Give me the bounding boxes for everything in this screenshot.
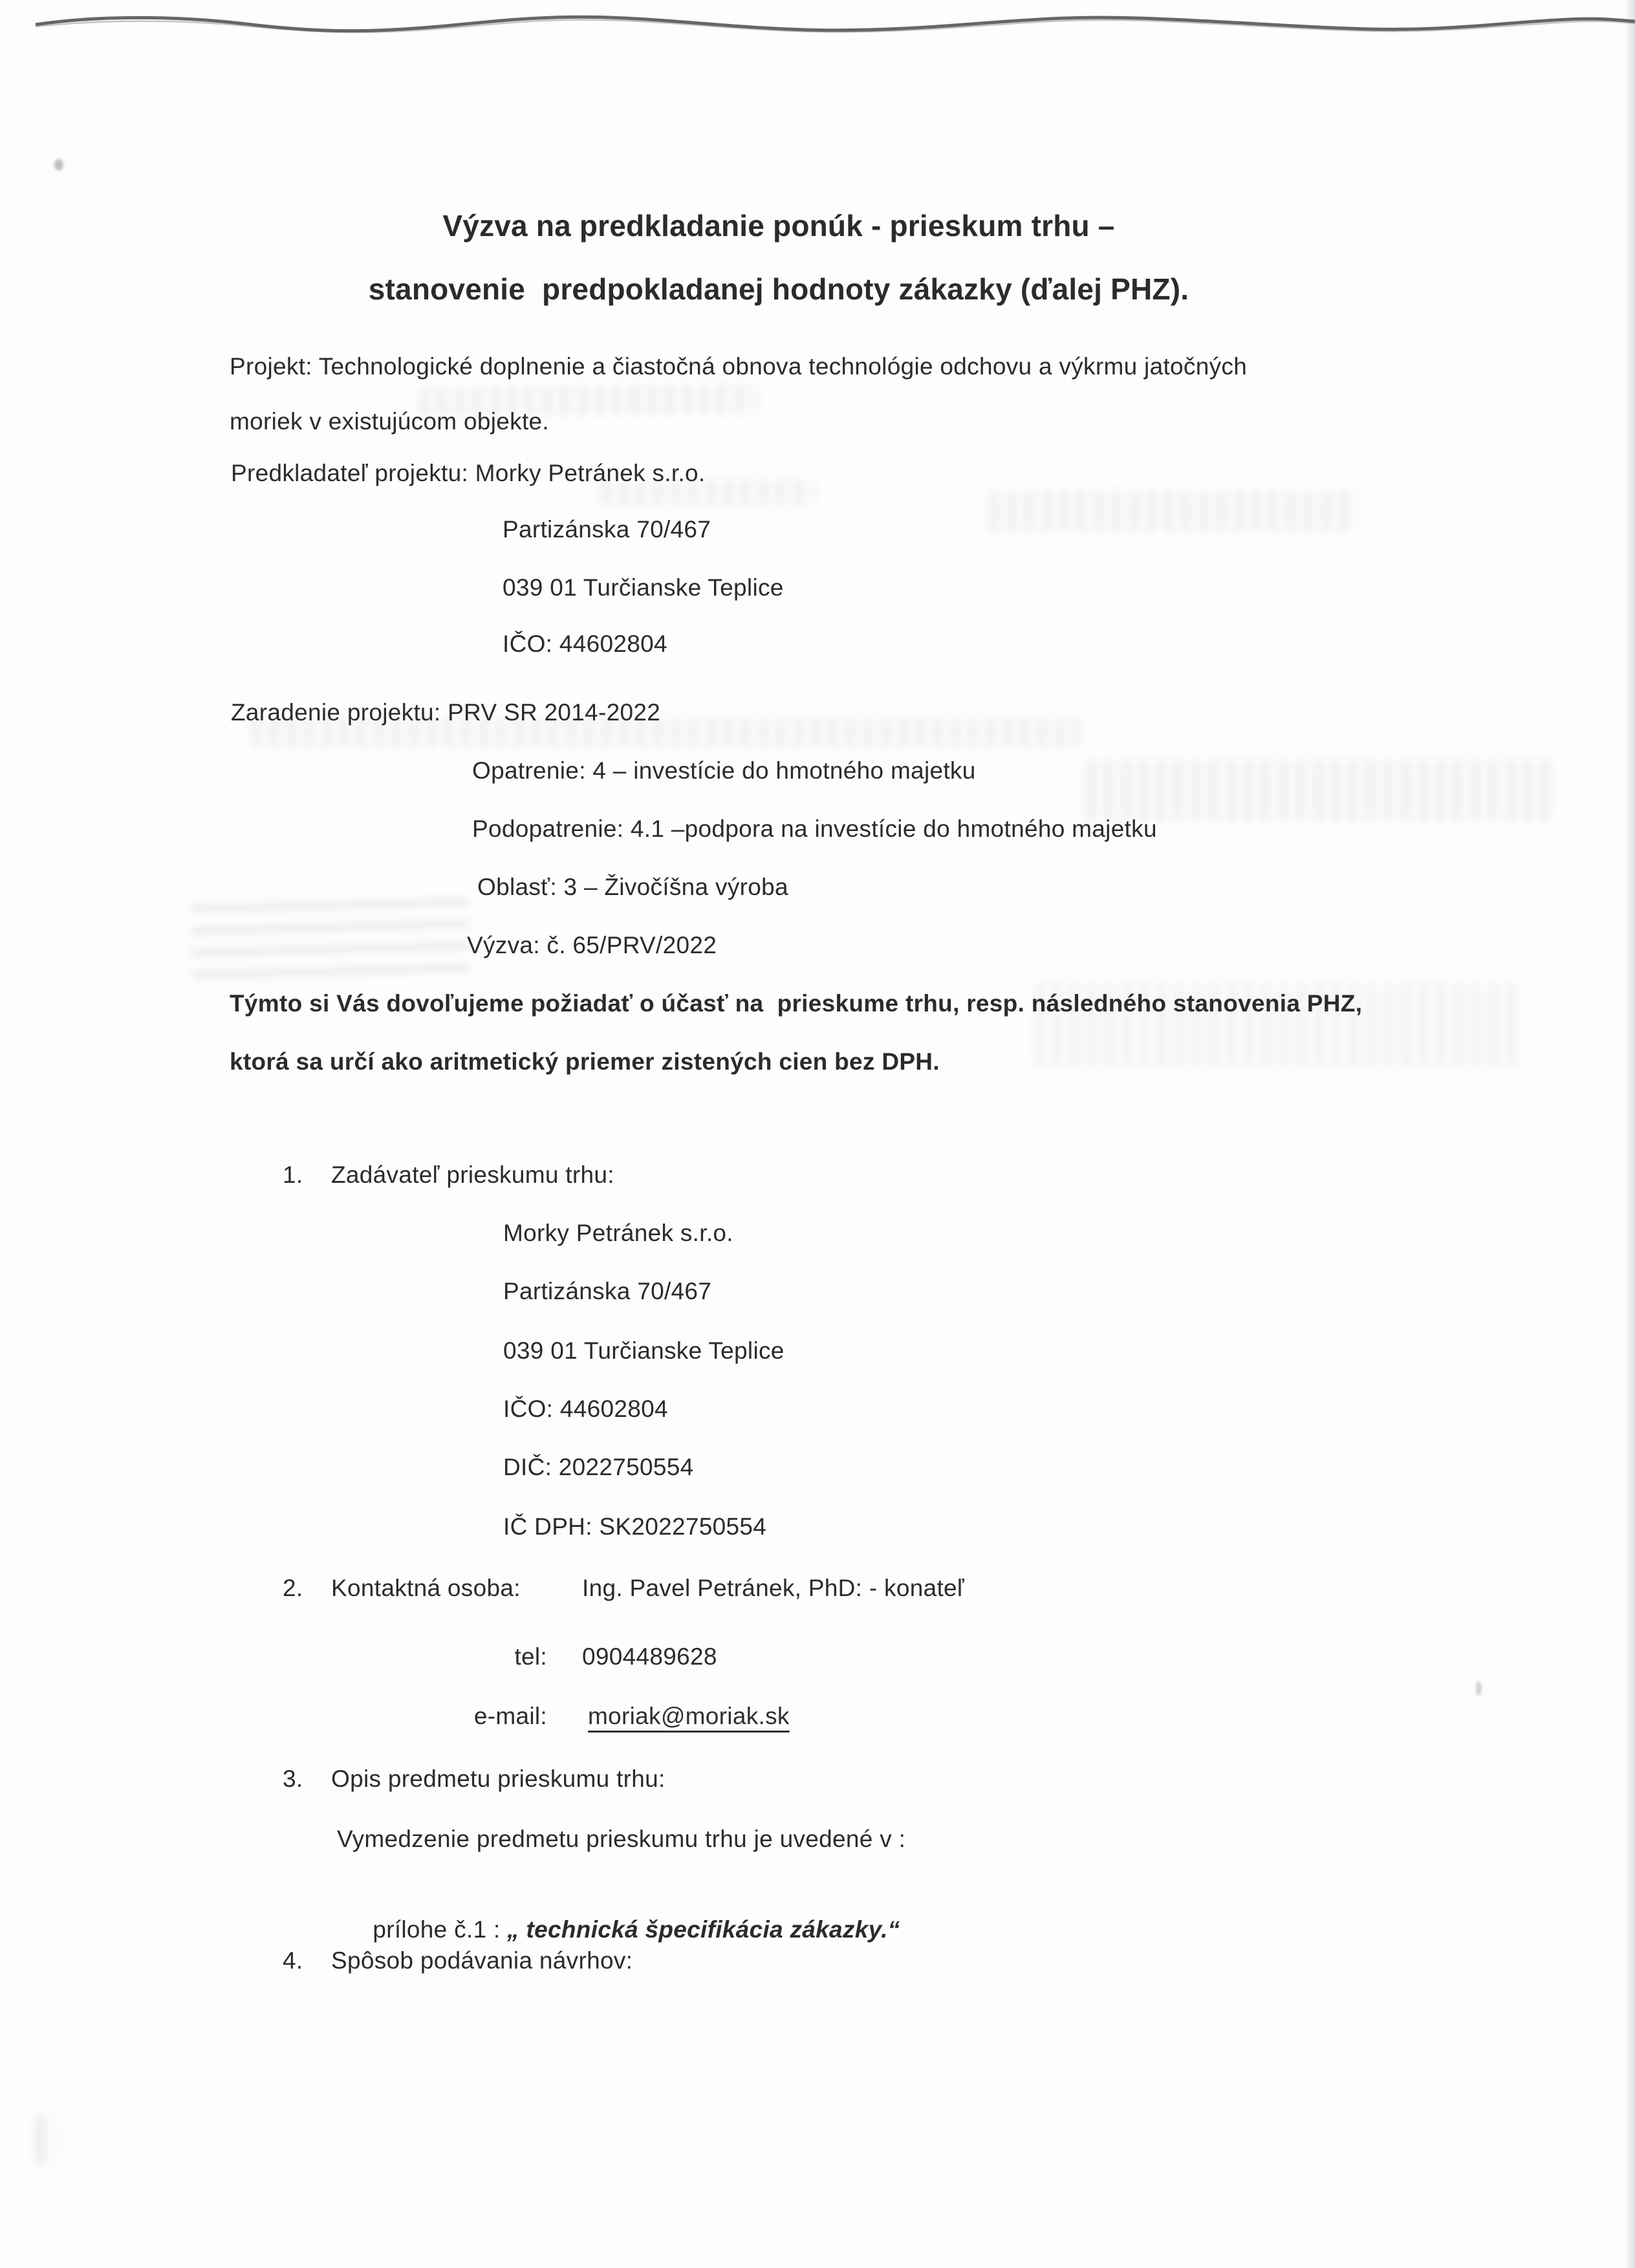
item-1-label: Zadávateľ prieskumu trhu:	[331, 1161, 614, 1188]
project-line-1: Projekt: Technologické doplnenie a čiastočná obnova technológie odchovu a výkrmu jatočných	[230, 353, 1248, 380]
item-3-label: Opis predmetu prieskumu trhu:	[331, 1766, 666, 1792]
submitter-address-line-1: Partizánska 70/467	[503, 516, 711, 543]
item-1-detail-1: Morky Petránek s.r.o.	[503, 1220, 733, 1246]
top-scan-line-artifact	[0, 0, 1635, 45]
request-paragraph-line-2: ktorá sa určí ako aritmetický priemer zistených cien bez DPH.	[230, 1048, 940, 1075]
item-4-label: Spôsob podávania návrhov:	[331, 1947, 633, 1974]
stamp-bleedthrough-artifact	[189, 890, 470, 978]
item-1-detail-4: IČO: 44602804	[503, 1396, 668, 1422]
classification-call: Výzva: č. 65/PRV/2022	[467, 932, 717, 958]
item-1-detail-2: Partizánska 70/467	[503, 1278, 712, 1304]
submitter-address-line-2: 039 01 Turčianske Teplice	[503, 574, 784, 601]
ink-speck-artifact	[54, 159, 63, 171]
request-paragraph-line-1: Týmto si Vás dovoľujeme požiadať o účasť na prieskume trhu, resp. následného stanovenia PHZ,	[230, 990, 1363, 1017]
project-line-2: moriek v existujúcom objekte.	[230, 408, 549, 435]
item-2-number: 2.	[283, 1575, 303, 1601]
classification-submeasure: Podopatrenie: 4.1 –podpora na investície do hmotného majetku	[472, 815, 1157, 842]
item-2-label: Kontaktná osoba:	[331, 1575, 521, 1601]
doc-title-line-2: stanovenie predpokladanej hodnoty zákazky (ďalej PHZ).	[368, 272, 1189, 306]
email-label: e-mail:	[473, 1703, 547, 1729]
submitter-address-line-3: IČO: 44602804	[503, 631, 667, 657]
doc-title-line-1: Výzva na predkladanie ponúk - prieskum trhu –	[442, 209, 1115, 243]
bleedthrough-artifact	[36, 2115, 55, 2166]
item-2-contact-person: Ing. Pavel Petránek, PhD: - konateľ	[582, 1575, 964, 1601]
item-1-detail-6: IČ DPH: SK2022750554	[503, 1513, 767, 1540]
ink-speck-artifact	[1476, 1681, 1482, 1696]
item-4-number: 4.	[283, 1947, 303, 1974]
item-1-detail-5: DIČ: 2022750554	[503, 1454, 694, 1480]
attachment-prefix: prílohe č.1 :	[373, 1916, 508, 1943]
item-3-number: 3.	[283, 1766, 303, 1792]
email-value: moriak@moriak.sk	[588, 1703, 790, 1729]
tel-value: 0904489628	[582, 1643, 717, 1670]
attachment-title: „ technická špecifikácia zákazky.“	[507, 1916, 900, 1943]
submitter-heading: Predkladateľ projektu: Morky Petránek s.r.o.	[231, 460, 706, 486]
classification-area: Oblasť: 3 – Živočíšna výroba	[477, 874, 788, 900]
tel-label: tel:	[514, 1643, 547, 1670]
bleedthrough-artifact	[990, 490, 1358, 532]
classification-heading: Zaradenie projektu: PRV SR 2014-2022	[231, 699, 661, 726]
scan-edge-shadow	[1625, 0, 1635, 2268]
classification-measure: Opatrenie: 4 – investície do hmotného majetku	[472, 757, 976, 784]
item-1-number: 1.	[283, 1161, 303, 1188]
bleedthrough-artifact	[1087, 760, 1552, 821]
item-3-body: Vymedzenie predmetu prieskumu trhu je uvedené v :	[337, 1826, 906, 1852]
item-1-detail-3: 039 01 Turčianske Teplice	[503, 1337, 785, 1364]
